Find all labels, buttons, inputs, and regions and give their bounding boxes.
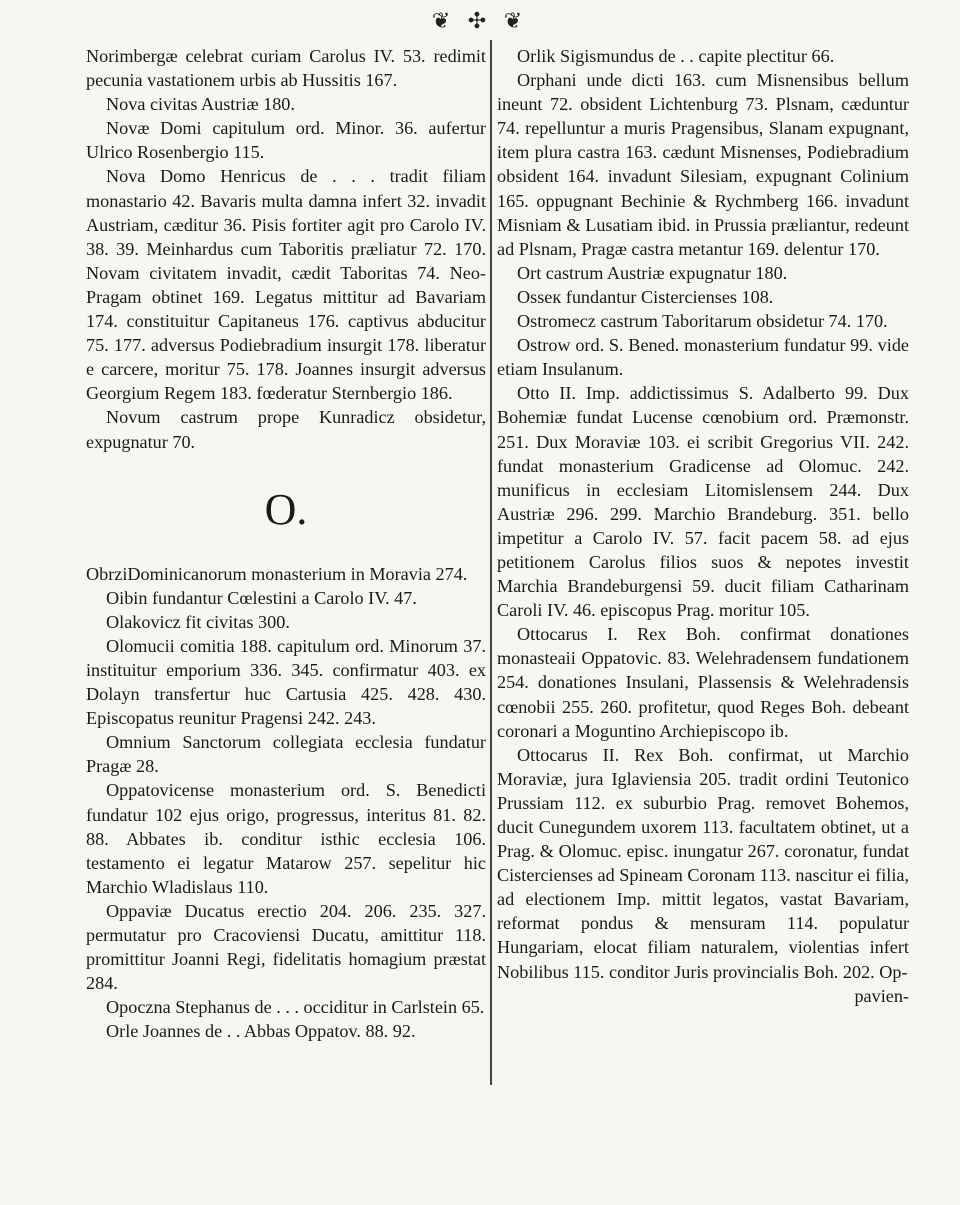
- index-entry: Norimbergæ celebrat curiam Carolus IV. 53. redimit pecunia vastationem urbis ab Hussitis 167.: [86, 46, 486, 91]
- left-column: [86, 44, 486, 1043]
- index-entry: Olomucii comitia 188. capitulum ord. Minorum 37. instituitur emporium 336. 345. confirmatur 403. ex Dolayn transfertur huc Cartusia 425. 428. 430. Episcopatus reunitur Pragensi 242. 243.: [86, 635, 486, 729]
- index-entry: Oibin fundantur Cœlestini a Carolo IV. 47.: [106, 587, 417, 608]
- index-entry: Oppatovicense monasterium ord. S. Benedicti fundatur 102 ejus origo, progressus, interitus 81. 82. 88. Abbates ib. conditur isthic ecclesia 106. testamento ei legatur Matarow 257. sepelitur hic Marchio Wladislaus 110.: [86, 780, 486, 897]
- index-entry: Opoczna Stephanus de . . . occiditur in Carlstein 65.: [106, 997, 485, 1018]
- index-entry: Ostromecz castrum Taboritarum obsidetur 74. 170.: [517, 311, 888, 332]
- index-entry: Nova Domo Henricus de . . . tradit filiam monastario 42. Bavaris multa damna infert 32. invadit Austriam, cæditur 36. Pisis fortiter agit pro Carolo IV. 38. 39. Meinhardus cum Taboritis præliatur 72. 170. Novam civitatem invadit, cædit Taboritas 74. Neo-Pragam obtinet 169. Legatus mittitur ad Bavariam 174. constituitur Capitaneus 176. captivus abducitur 75. 177. adversus Podiebradium insurgit 178. liberatur e carcere, moritur 75. 178. Joannes insurgit adversus Georgium Regem 183. fœderatur Sternbergio 186.: [86, 166, 486, 404]
- index-entry: Nova civitas Austriæ 180.: [106, 94, 295, 115]
- index-entry: Orlik Sigismundus de . . capite plectitur 66.: [517, 46, 835, 66]
- index-entry: Omnium Sanctorum collegiata ecclesia fundatur Pragæ 28.: [86, 732, 486, 777]
- right-column: [497, 44, 909, 1008]
- index-entry: Ottocarus II. Rex Boh. confirmat, ut Marchio Moraviæ, jura Iglaviensia 205. tradit ordini Teutonico Prussiam 112. ex suburbio Prag. removet Bohemos, ducit Cunegundem uxorem 113. facultatem obtinet, ut a Prag. & Olomuc. episc. inungatur 267. coronatur, fundat Cistercienses ad Spineam Coronam 113. nascitur ei filia, ad electionem Imp. mittit legatos, vastat Bavariam, reformat pondus & mensuram 114. populatur Hungariam, elocat filiam naturalem, violentias infert Nobilibus 115. conditor Juris provincialis Boh. 202. Op-: [497, 744, 909, 982]
- index-entry: Oppaviæ Ducatus erectio 204. 206. 235. 327. permutatur pro Cracoviensi Ducatu, amittitur 118. promittitur Joanni Regi, fidelitatis homagium præstat 284.: [86, 900, 486, 994]
- index-entry: Olakovicz fit civitas 300.: [106, 611, 290, 632]
- index-entry: Ottocarus I. Rex Boh. confirmat donationes monasteaii Oppatovic. 83. Welehradensem fundationem 254. donationes Insulani, Plassensis & Welehradensis cœnobii 255. 260. profitetur, quod Reges Boh. debeant coronari a Moguntino Archiepiscopo ib.: [497, 624, 909, 741]
- index-entry: Novæ Domi capitulum ord. Minor. 36. aufertur Ulrico Rosenbergio 115.: [86, 118, 486, 163]
- index-entry: Otto II. Imp. addictissimus S. Adalberto 99. Dux Bohemiæ fundat Lucense cœnobium ord. Præmonstr. 251. Dux Moraviæ 103. ei scribit Gregorius VII. 242. fundat monasterium Gradicense ad Olomuc. 242. munificus in ecclesiam Litomislensem 244. Dux Austriæ 296. 299. Marchio Brandeburg. 351. bello impetitur a Carolo IV. 57. facit pacem 58. ad ejus petitionem Carolus filios suos & nepotes investit Marchia Brandeburgensi 59. ducit filiam Catharinam Caroli IV. 46. episcopus Prag. moritur 105.: [497, 383, 909, 621]
- index-entry: Osseк fundantur Cistercienses 108.: [517, 286, 774, 307]
- index-entry: Orphani unde dicti 163. cum Misnensibus bellum ineunt 72. obsident Lichtenburg 73. Plsnam, cæduntur 74. repelluntur a muris Pragensibus, Slanam expugnant, item plura castra 163. cædunt Misnenses, Podiebradium obsident 164. invadunt Silesiam, expugnant Colinium 165. oppugnant Bechinie & Rychmberg 166. invadunt Misniam & Lusatiam ibid. in Prussia præliantur, redeunt ad Plsnam, Pragæ castra metantur 169. delentur 170.: [497, 70, 909, 259]
- column-divider: [490, 40, 492, 1085]
- index-entry: ObrziDominicanorum monasterium in Moravia 274.: [86, 563, 468, 584]
- section-letter: O.: [264, 484, 308, 534]
- catchword: pavien-: [854, 985, 909, 1006]
- index-entry: Ort castrum Austriæ expugnatur 180.: [517, 262, 788, 283]
- index-entry: Ostrow ord. S. Bened. monasterium fundatur 99. vide etiam Insulanum.: [497, 335, 909, 380]
- index-entry: Novum castrum prope Kunradicz obsidetur, expugnatur 70.: [86, 407, 486, 452]
- index-entry: Orle Joannes de . . Abbas Oppatov. 88. 92.: [106, 1021, 416, 1042]
- header-ornament: ❦ ✣ ❦: [431, 8, 529, 33]
